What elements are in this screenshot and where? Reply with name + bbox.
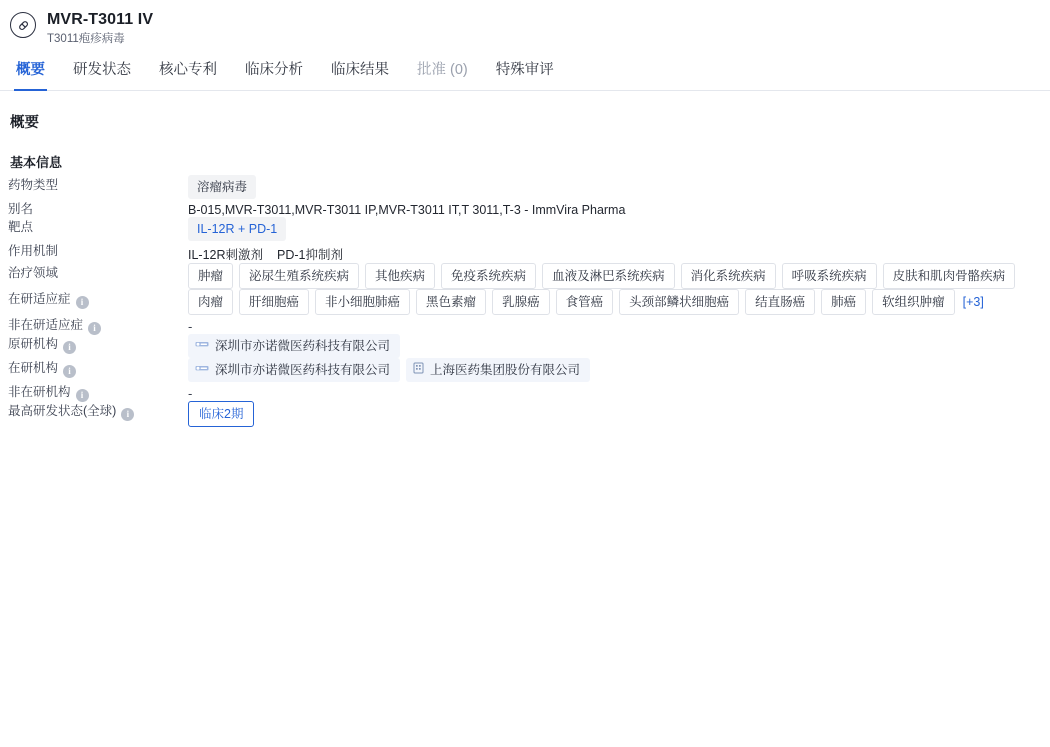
- value-active-indications: [188, 289, 1042, 315]
- value-active-orgs: [188, 358, 1042, 382]
- label-active-indications-text: 在研适应症: [8, 292, 71, 306]
- chip-therapy-area[interactable]: 血液及淋巴系统疾病: [542, 263, 675, 289]
- value-inactive-indications: [188, 315, 1042, 334]
- value-inactive-orgs: [188, 382, 1042, 401]
- tab-clinical-results[interactable]: 临床结果: [331, 62, 389, 78]
- row-alias: [8, 199, 1042, 217]
- mechanism-item-1: IL-12R刺激剂: [188, 248, 264, 262]
- info-icon[interactable]: i: [76, 296, 89, 309]
- mechanism-list: [188, 241, 1042, 263]
- page-title: MVR-T3011 IV: [47, 11, 154, 28]
- inactive-indications-value: -: [188, 319, 193, 334]
- info-icon[interactable]: i: [88, 322, 101, 335]
- value-alias: [188, 199, 1042, 217]
- chip-indication[interactable]: 软组织肿瘤: [872, 289, 955, 315]
- chip-indication[interactable]: 非小细胞肺癌: [315, 289, 410, 315]
- chip-indication[interactable]: 乳腺癌: [492, 289, 550, 315]
- tab-overview[interactable]: 概要: [2, 61, 59, 90]
- label-highest-phase: [8, 401, 188, 427]
- chip-originator-org[interactable]: [188, 334, 400, 358]
- info-icon[interactable]: i: [63, 341, 76, 354]
- company-logo-icon: [195, 338, 209, 354]
- basic-info-title: 基本信息: [10, 155, 63, 170]
- row-therapy-areas: [8, 263, 1042, 289]
- label-inactive-indications-text: 非在研适应症: [8, 318, 84, 332]
- row-highest-phase: [8, 401, 1042, 427]
- label-inactive-indications: [8, 315, 188, 334]
- tab-core-patents[interactable]: 核心专利: [159, 62, 217, 78]
- row-inactive-indications: [8, 315, 1042, 334]
- value-originator: [188, 334, 1042, 358]
- label-originator-text: 原研机构: [8, 337, 59, 351]
- capsule-icon: [10, 12, 36, 38]
- label-drug-type: 药物类型: [8, 178, 59, 192]
- chip-indication[interactable]: 食管癌: [556, 289, 614, 315]
- chip-therapy-area[interactable]: 其他疾病: [365, 263, 435, 289]
- inactive-orgs-value: -: [188, 386, 193, 401]
- value-target: [188, 217, 1042, 241]
- alias-text: B-015,MVR-T3011,MVR-T3011 IP,MVR-T3011 IT,T 3011,T-3 - ImmVira Pharma: [188, 203, 626, 217]
- value-highest-phase: [188, 401, 1042, 427]
- basic-info-table: [8, 175, 1042, 427]
- section-title: 概要: [10, 115, 39, 131]
- active-org-name: 上海医药集团股份有限公司: [430, 363, 581, 377]
- tab-bar: [0, 51, 1050, 91]
- chip-therapy-area[interactable]: 肿瘤: [188, 263, 233, 289]
- chip-drug-type[interactable]: 溶瘤病毒: [188, 175, 256, 199]
- info-icon[interactable]: i: [76, 389, 89, 402]
- tab-rd-status[interactable]: 研发状态: [73, 62, 131, 78]
- page-subtitle: T3011疱疹病毒: [47, 33, 125, 45]
- row-active-indications: [8, 289, 1042, 315]
- value-drug-type: [188, 175, 1042, 199]
- chip-therapy-area[interactable]: 泌尿生殖系统疾病: [239, 263, 359, 289]
- chip-indication[interactable]: 结直肠癌: [745, 289, 815, 315]
- chip-indication[interactable]: 黑色素瘤: [416, 289, 486, 315]
- label-inactive-orgs-text: 非在研机构: [8, 385, 71, 399]
- chip-therapy-area[interactable]: 呼吸系统疾病: [782, 263, 877, 289]
- row-target: [8, 217, 1042, 241]
- company-building-icon: [413, 362, 424, 378]
- chip-target[interactable]: IL-12R + PD-1: [188, 217, 286, 241]
- value-mechanism: [188, 241, 1042, 263]
- chip-indication[interactable]: 肉瘤: [188, 289, 233, 315]
- info-icon[interactable]: i: [121, 408, 134, 421]
- originator-org-name: 深圳市亦诺微医药科技有限公司: [215, 339, 391, 353]
- chip-therapy-area[interactable]: 皮肤和肌肉骨骼疾病: [883, 263, 1016, 289]
- label-active-orgs: [8, 358, 188, 382]
- tab-clinical-analysis[interactable]: 临床分析: [245, 62, 303, 78]
- row-mechanism: [8, 241, 1042, 263]
- info-icon[interactable]: i: [63, 365, 76, 378]
- chip-indication[interactable]: 头颈部鳞状细胞癌: [619, 289, 739, 315]
- page-header: [0, 0, 1050, 48]
- overview-content: [0, 111, 1050, 427]
- row-active-orgs: [8, 358, 1042, 382]
- label-alias: 别名: [8, 202, 34, 216]
- chip-active-org[interactable]: [406, 358, 590, 382]
- status-badge[interactable]: 临床2期: [188, 401, 254, 427]
- label-highest-phase-text: 最高研发状态(全球): [8, 404, 117, 418]
- chip-indication[interactable]: 肝细胞癌: [239, 289, 309, 315]
- row-inactive-orgs: [8, 382, 1042, 401]
- tab-special-review[interactable]: 特殊审评: [495, 62, 554, 78]
- chip-therapy-area[interactable]: 消化系统疾病: [681, 263, 776, 289]
- label-therapy-areas: 治疗领域: [8, 266, 59, 280]
- label-active-orgs-text: 在研机构: [8, 361, 59, 375]
- chip-active-org[interactable]: [188, 358, 400, 382]
- active-org-name: 深圳市亦诺微医药科技有限公司: [215, 363, 391, 377]
- label-originator: [8, 334, 188, 358]
- tab-approvals[interactable]: 批准 (0): [417, 62, 468, 78]
- company-logo-icon: [195, 362, 209, 378]
- label-inactive-orgs: [8, 382, 188, 401]
- label-target: 靶点: [8, 220, 34, 234]
- show-more-indications-link[interactable]: [+3]: [962, 295, 984, 309]
- mechanism-item-2: PD-1抑制剂: [277, 248, 344, 262]
- label-mechanism: 作用机制: [8, 244, 59, 258]
- row-drug-type: [8, 175, 1042, 199]
- chip-therapy-area[interactable]: 免疫系统疾病: [441, 263, 536, 289]
- chip-indication[interactable]: 肺癌: [821, 289, 866, 315]
- row-originator: [8, 334, 1042, 358]
- label-active-indications: [8, 289, 188, 315]
- value-therapy-areas: [188, 263, 1042, 289]
